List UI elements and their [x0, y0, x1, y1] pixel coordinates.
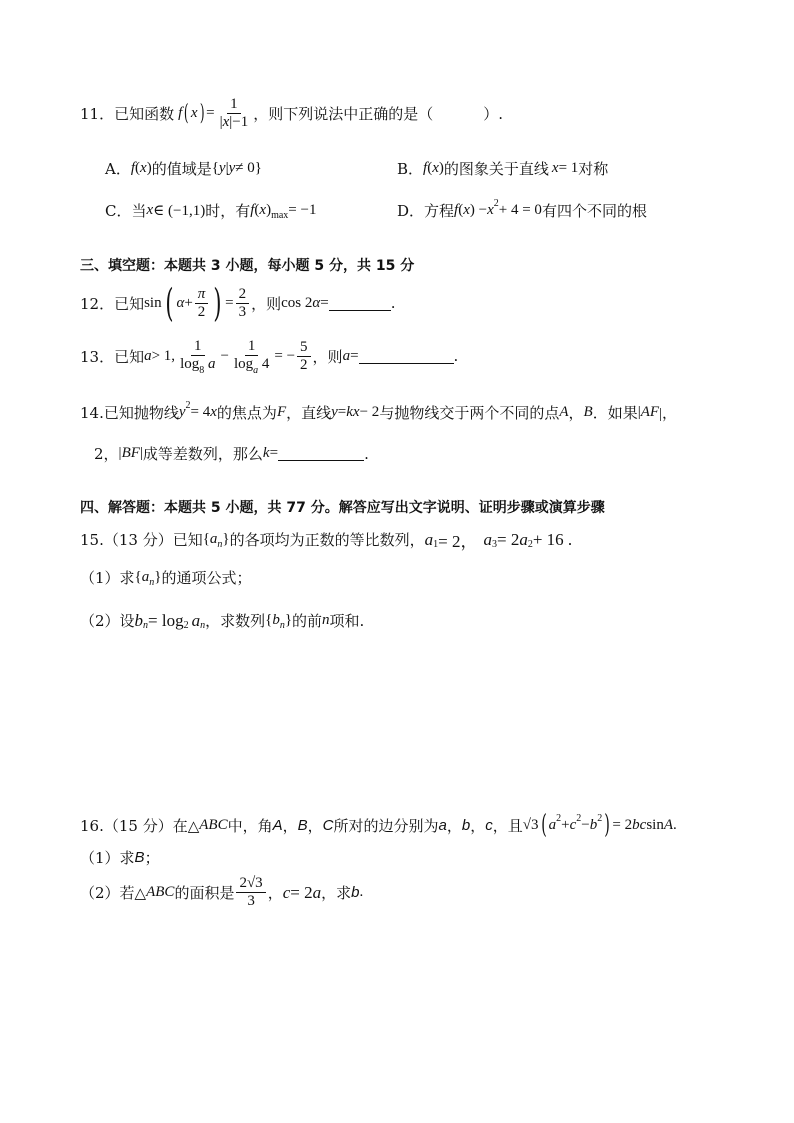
answer-blank[interactable]: [278, 446, 364, 461]
question-16-part-2: （2）若△ ABC 的面积是 $\frac{2√3}{3}$ ， c = 2 a ，求 b .: [80, 875, 364, 909]
question-13: 13．已知 a > 1, $\frac{1}{\log_8 a}$ − $\frac{1}{\log_a 4}$ = − $\frac{5}{2}$ ，则 a = .: [80, 338, 459, 376]
question-15-stem: 15.（13 分）已知 { a n } 的各项均为正数的等比数列， a 1 = 2， a 3 = 2 a 2 + 16 .: [80, 529, 573, 551]
question-15-part-2: （2）设 b n = log 2 a n ，求数列 { b n } 的前 n 项和.: [80, 610, 365, 631]
question-12: 12．已知 sin ( α + $\frac{\pi}{2}$ ) = $\frac{2}{3}$ ，则 cos 2 α = .: [80, 281, 396, 325]
question-14-line-2: 2， | BF | 成等差数列，那么 k = .: [94, 444, 369, 463]
question-11-option-a: A． f ( x ) 的值域是 { y | y ≠ 0}: [105, 160, 262, 178]
answer-blank[interactable]: [329, 296, 391, 311]
section-3-heading: 三、填空题：本题共 3 小题，每小题 5 分，共 15 分: [80, 258, 415, 274]
answer-blank[interactable]: [359, 349, 454, 364]
question-11-option-b: B． f ( x ) 的图象关于直线 x = 1 对称: [397, 160, 609, 178]
question-11-option-d: D．方程 f ( x ) − x 2 + 4 = 0 有四个不同的根: [397, 198, 647, 220]
fraction: $\frac{1}{|x|-1}$: [219, 96, 249, 130]
question-11-option-c: C．当 x ∈ (−1,1) 时，有 f ( x ) max = −1: [105, 202, 317, 221]
question-14-line-1: 14.已知抛物线 y 2 = 4 x 的焦点为 F ，直线 y = kx − 2 与抛物线交于两个不同的点 A ， B ．如果 | AF |，: [80, 400, 678, 422]
question-15-part-1: （1）求 { a n } 的通项公式；: [80, 569, 252, 588]
question-16-part-1: （1）求 B ；: [80, 849, 160, 867]
question-11-stem: 11．已知函数 f ( x ) = $\frac{1}{|x|-1}$ ，则下列说法中正确的是（ ）.: [80, 96, 504, 130]
question-16-stem: 16.（15 分）在△ ABC 中，角 A ， B ， C 所对的边分别为 a ， b ， c ，且 √3 ( a 2 + c 2 − b 2 ) = 2 bc sin A .: [80, 810, 677, 840]
section-4-heading: 四、解答题：本题共 5 小题，共 77 分。解答应写出文字说明、证明步骤或演算步骤: [80, 500, 605, 516]
